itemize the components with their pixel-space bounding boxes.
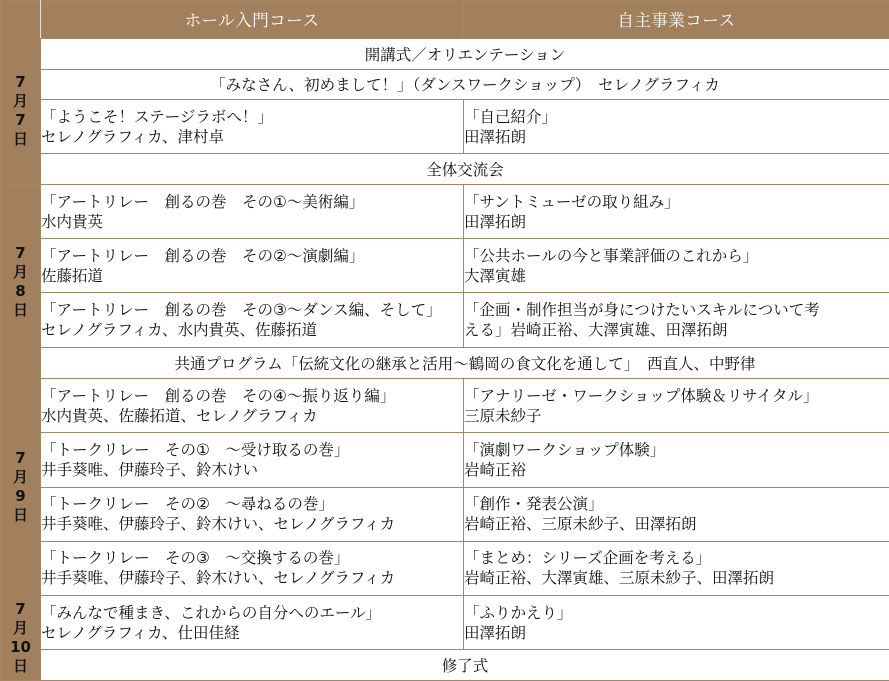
header-row bbox=[1, 1, 889, 39]
self-course-session bbox=[464, 239, 889, 293]
header-corner bbox=[1, 1, 41, 39]
session-people: セレノグラフィカ、水内貴英、佐藤拓道 bbox=[41, 321, 318, 339]
session-people: セレノグラフィカ、仕田佳経 bbox=[41, 623, 240, 642]
hall-course-session bbox=[41, 487, 464, 541]
shared-program: 「みなさん、初めまして！」（ダンスワークショップ） セレノグラフィカ bbox=[41, 69, 889, 100]
session-title: 「アートリレー 創るの巻 その①～美術編」 bbox=[41, 192, 365, 211]
shared-program: 全体交流会 bbox=[41, 154, 889, 185]
table-row bbox=[1, 293, 889, 347]
session-title: 「創作・発表公演」 bbox=[464, 495, 604, 514]
session-people: 岩崎正裕、大澤寅雄、三原未紗子、田澤拓朗 bbox=[464, 569, 775, 588]
session-title: 「演劇ワークショップ体験」 bbox=[464, 441, 666, 460]
self-course-session bbox=[464, 293, 889, 347]
session-title: 「ふりかえり」 bbox=[464, 603, 573, 622]
table-row bbox=[1, 347, 889, 379]
session-title: 「まとめ：シリーズ企画を考える」 bbox=[464, 549, 712, 568]
session-title: 「アートリレー 創るの巻 その③～ダンス編、そして」 bbox=[41, 301, 442, 319]
shared-program: 修了式 bbox=[41, 650, 889, 681]
self-course-session bbox=[464, 487, 889, 541]
session-people: 三原未紗子 bbox=[464, 406, 542, 425]
session-title: 「自己紹介」 bbox=[464, 107, 558, 126]
shared-program: 共通プログラム「伝統文化の継承と活用～鶴岡の食文化を通して」 西直人、中野律 bbox=[41, 347, 889, 379]
table-row bbox=[1, 541, 889, 595]
hall-course-session bbox=[41, 596, 464, 650]
session-title: 「企画・制作担当が身につけたいスキルについて考 bbox=[464, 301, 820, 319]
session-title: 「みんなで種まき、これからの自分へのエール」 bbox=[41, 603, 382, 622]
date-cell-jul-8: 7 月 8 日 bbox=[1, 185, 41, 379]
session-people: 岩崎正裕、三原未紗子、田澤拓朗 bbox=[464, 515, 697, 534]
shared-program: 開講式／オリエンテーション bbox=[41, 38, 889, 69]
table-row bbox=[1, 38, 889, 69]
hall-course-session bbox=[41, 185, 464, 239]
session-title: 「アートリレー 創るの巻 その④～振り返り編」 bbox=[41, 386, 396, 405]
header-self-course: 自主事業コース bbox=[464, 1, 889, 39]
session-people: セレノグラフィカ、津村卓 bbox=[41, 127, 225, 146]
session-title: 「アートリレー 創るの巻 その②～演劇編」 bbox=[41, 246, 365, 265]
hall-course-session bbox=[41, 100, 464, 154]
session-people: える」岩崎正裕、大澤寅雄、田澤拓朗 bbox=[464, 321, 728, 339]
session-title: 「トークリレー その② ～尋ねるの巻」 bbox=[41, 495, 334, 514]
self-course-session bbox=[464, 185, 889, 239]
hall-course-session bbox=[41, 379, 464, 433]
date-cell-jul-9: 7 月 9 日 bbox=[1, 379, 41, 596]
session-people: 水内貴英、佐藤拓道、セレノグラフィカ bbox=[41, 406, 318, 425]
session-title: 「トークリレー その③ ～交換するの巻」 bbox=[41, 549, 350, 568]
session-people: 田澤拓朗 bbox=[464, 127, 527, 146]
table-row bbox=[1, 650, 889, 681]
table-row bbox=[1, 596, 889, 650]
table-row bbox=[1, 100, 889, 154]
date-cell-jul-10: 7 月 10 日 bbox=[1, 596, 41, 681]
session-title: 「アナリーゼ・ワークショップ体験＆リサイタル」 bbox=[464, 386, 819, 405]
table-row bbox=[1, 379, 889, 433]
session-people: 佐藤拓道 bbox=[41, 266, 104, 285]
self-course-session bbox=[464, 433, 889, 487]
hall-course-session bbox=[41, 541, 464, 595]
session-title: 「トークリレー その① ～受け取るの巻」 bbox=[41, 441, 350, 460]
self-course-session bbox=[464, 541, 889, 595]
session-people: 井手葵唯、伊藤玲子、鈴木けい、セレノグラフィカ bbox=[41, 569, 396, 588]
table-row bbox=[1, 69, 889, 100]
session-people: 井手葵唯、伊藤玲子、鈴木けい、セレノグラフィカ bbox=[41, 515, 396, 534]
table-row bbox=[1, 239, 889, 293]
session-people: 田澤拓朗 bbox=[464, 212, 527, 231]
session-people: 井手葵唯、伊藤玲子、鈴木けい bbox=[41, 461, 259, 480]
hall-course-session bbox=[41, 239, 464, 293]
table-row bbox=[1, 154, 889, 185]
hall-course-session bbox=[41, 293, 464, 347]
session-people: 水内貴英 bbox=[41, 212, 104, 231]
session-title: 「サントミューゼの取り組み」 bbox=[464, 192, 680, 211]
table-row bbox=[1, 185, 889, 239]
session-title: 「公共ホールの今と事業評価のこれから」 bbox=[464, 246, 759, 265]
self-course-session bbox=[464, 379, 889, 433]
session-title: 「ようこそ！ステージラボへ！」 bbox=[41, 107, 273, 126]
self-course-session bbox=[464, 100, 889, 154]
self-course-session bbox=[464, 596, 889, 650]
session-people: 田澤拓朗 bbox=[464, 623, 527, 642]
date-cell-jul-7: 7 月 7 日 bbox=[1, 38, 41, 184]
session-people: 岩崎正裕 bbox=[464, 461, 527, 480]
hall-course-session bbox=[41, 433, 464, 487]
table-row bbox=[1, 433, 889, 487]
session-people: 大澤寅雄 bbox=[464, 266, 527, 285]
table-row bbox=[1, 487, 889, 541]
header-hall-course: ホール入門コース bbox=[41, 1, 464, 39]
